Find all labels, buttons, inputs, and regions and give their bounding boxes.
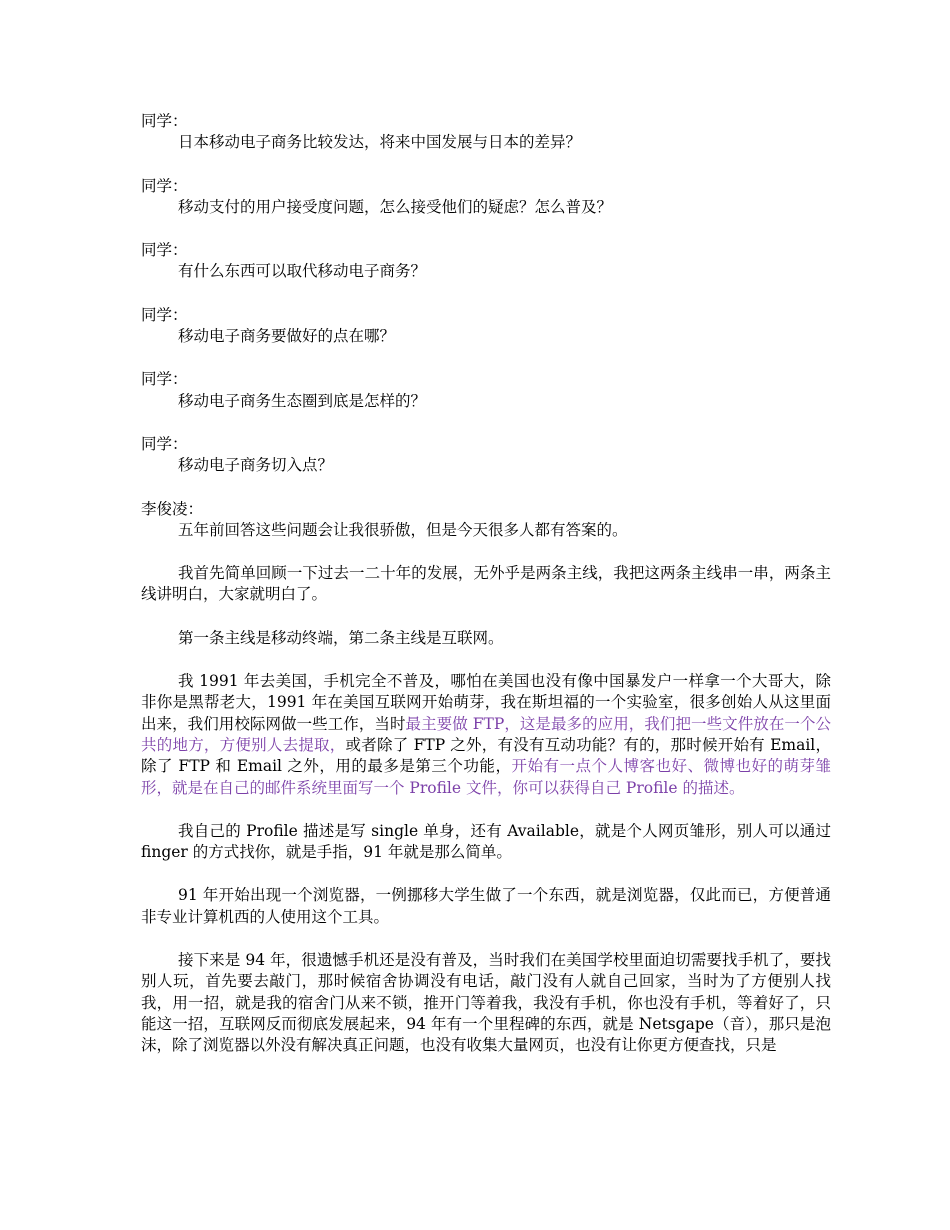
question-text: 有什么东西可以取代移动电子商务？ (178, 262, 427, 281)
paragraph-6: 接下来是 94 年，很遗憾手机还是没有普及，当时我们在美国学校里面迫切需要找手机了，要找别人玩，首先要去敲门，那时候宿舍协调没有电话，敲门没有人就自己回家，当时为了方便别人找我，用一招，就是我的宿舍门从来不锁，推开门等着我，我没有手机，你也没有手机，等着好了，只能这一招，互联网反而彻底发展起来，94 年有一个里程碑的东西，就是 Netsgape（音），那只是泡沫，除了浏览器以外没有解决真正问题，也没有收集大量网页，也没有让你更方便查找，只是 (141, 951, 831, 1055)
paragraph-4: 我自己的 Profile 描述是写 single 单身，还有 Available，就是个人网页雏形，别人可以通过 finger 的方式找你，就是手指，91 年就是那么简单。 (141, 821, 831, 862)
speaker-label: 同学： (141, 112, 188, 130)
qa-item-3 (141, 240, 831, 283)
highlighted-text: 最主要做 FTP，这是最多的应用，我们把一些文件放在一个公共的地方，方便别人去提取， (141, 714, 831, 754)
speaker-label: 同学： (141, 305, 188, 324)
qa-item-4 (141, 305, 831, 348)
highlighted-text: 开始有一点个人博客也好、微博也好的萌芽雏形，就是在自己的邮件系统里面写一个 Profile 文件，你可以获得自己 Profile 的描述。 (141, 757, 831, 797)
paragraph-3 (141, 671, 831, 799)
qa-item-1 (141, 111, 831, 154)
question-text: 日本移动电子商务比较发达，将来中国发展与日本的差异？ (178, 133, 582, 152)
speaker-label: 同学： (141, 434, 188, 453)
speaker-label: 李俊凌： (141, 499, 204, 518)
speaker-label: 同学： (141, 370, 188, 389)
question-text: 移动电子商务生态圈到底是怎样的？ (178, 391, 427, 410)
qa-item-2 (141, 176, 831, 219)
qa-item-6 (141, 434, 831, 477)
speaker-label: 同学： (141, 176, 188, 195)
question-text: 移动电子商务要做好的点在哪？ (178, 327, 396, 346)
document-page (141, 111, 831, 1079)
question-text: 移动支付的用户接受度问题，怎么接受他们的疑虑？怎么普及？ (178, 197, 613, 216)
answer-block (141, 499, 831, 542)
paragraph-3-part-c: 或者除了 FTP 之外，有没有互动功能？有的，那时候开始有 Email，除了 FTP 和 Email 之外，用的最多是第三个功能， (141, 735, 831, 776)
qa-item-5 (141, 369, 831, 412)
paragraph-5: 91 年开始出现一个浏览器，一例挪移大学生做了一个东西，就是浏览器，仅此而已，方便普通非专业计算机西的人使用这个工具。 (141, 886, 831, 926)
question-text: 移动电子商务切入点？ (178, 456, 334, 475)
answer-intro: 五年前回答这些问题会让我很骄傲，但是今天很多人都有答案的。 (178, 520, 628, 539)
paragraph-1: 我首先简单回顾一下过去一二十年的发展，无外乎是两条主线，我把这两条主线串一串，两条主线讲明白，大家就明白了。 (141, 564, 831, 604)
paragraph-3-part-a: 我 1991 年去美国，手机完全不普及，哪怕在美国也没有像中国暴发户一样拿一个大哥大，除非你是黑帮老大，1991 年在美国互联网开始萌芽，我在斯坦福的一个实验室，很多创始人从这里面出来，我们用校际网做一些工作，当时 (141, 672, 831, 733)
speaker-label: 同学： (141, 241, 188, 260)
paragraph-2: 第一条主线是移动终端，第二条主线是互联网。 (178, 628, 504, 647)
